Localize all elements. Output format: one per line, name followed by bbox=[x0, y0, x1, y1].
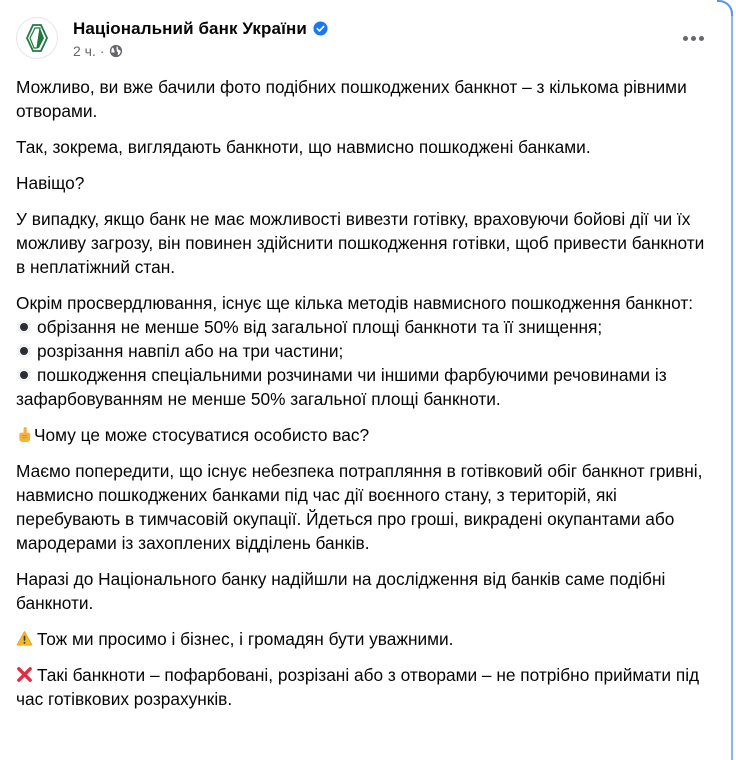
post-text bbox=[16, 75, 716, 723]
warning-icon bbox=[16, 630, 33, 647]
paragraph-4: У випадку, якщо банк не має можливості вивезти готівку, враховуючи бойові дії чи їх можливу загрозу, він повинен здійснити пошкодження готівки, щоб привести банкноти в неплатіжний стан. bbox=[16, 209, 705, 277]
black-circle-bullet-icon bbox=[17, 320, 31, 334]
paragraph-8: Наразі до Національного банку надійшли на дослідження від банків саме подібні банкноти. bbox=[16, 569, 666, 613]
paragraph-3: Навіщо? bbox=[16, 173, 85, 193]
post-time[interactable]: 2 ч. bbox=[73, 42, 96, 59]
globe-icon[interactable] bbox=[109, 44, 123, 58]
pointing-up-icon bbox=[16, 426, 33, 443]
post-meta bbox=[73, 18, 328, 59]
author-row bbox=[73, 18, 328, 40]
list-item bbox=[16, 315, 716, 339]
warning-text: Тож ми просимо і бізнес, і громадян бути уважними. bbox=[37, 629, 454, 649]
page-avatar[interactable] bbox=[16, 17, 58, 59]
list-item bbox=[16, 339, 716, 363]
more-dot bbox=[699, 36, 704, 41]
section-question: Чому це може стосуватися особисто вас? bbox=[34, 425, 370, 445]
paragraph-6 bbox=[16, 423, 716, 447]
prohibition-text: Такі банкноти – пофарбовані, розрізані або з отворами – не потрібно приймати під час готівкових розрахунків. bbox=[16, 665, 700, 709]
paragraph-7: Маємо попередити, що існує небезпека потрапляння в готівковий обіг банкнот гривні, навмисно пошкоджених банками під час дії воєнного стану, з територій, які перебувають в тимчасовій окупації. Йдеться про гроші, викрадені окупантами або мародерами із захоплених відділень банків. bbox=[16, 461, 703, 553]
list-item-text: пошкодження спеціальними розчинами чи іншими фарбуючими речовинами із зафарбовуванням не менше 50% загальної площі банкноти. bbox=[16, 365, 667, 409]
paragraph-2: Так, зокрема, виглядають банкноти, що навмисно пошкоджені банками. bbox=[16, 137, 591, 157]
more-horizontal-icon bbox=[683, 36, 688, 41]
more-options-button[interactable] bbox=[675, 24, 711, 52]
more-dot bbox=[691, 36, 696, 41]
post-header bbox=[16, 16, 328, 60]
list-item bbox=[16, 363, 716, 411]
author-name[interactable]: Національний банк України bbox=[73, 18, 307, 38]
post-subline bbox=[73, 43, 328, 59]
nbu-logo-icon bbox=[25, 23, 49, 53]
black-circle-bullet-icon bbox=[17, 344, 31, 358]
list-item-text: обрізання не менше 50% від загальної площі банкноти та її знищення; bbox=[37, 317, 603, 337]
verified-badge-icon bbox=[313, 21, 328, 36]
list-intro: Окрім просвердлювання, існує ще кілька методів навмисного пошкодження банкнот: bbox=[16, 293, 694, 313]
paragraph-9 bbox=[16, 627, 716, 651]
paragraph-5 bbox=[16, 291, 716, 411]
paragraph-10 bbox=[16, 663, 716, 711]
black-circle-bullet-icon bbox=[17, 368, 31, 382]
cross-mark-icon bbox=[16, 666, 33, 683]
list-item-text: розрізання навпіл або на три частини; bbox=[37, 341, 344, 361]
paragraph-1: Можливо, ви вже бачили фото подібних пошкоджених банкнот – з кількома рівними отворами. bbox=[16, 77, 687, 121]
separator: · bbox=[99, 42, 105, 59]
